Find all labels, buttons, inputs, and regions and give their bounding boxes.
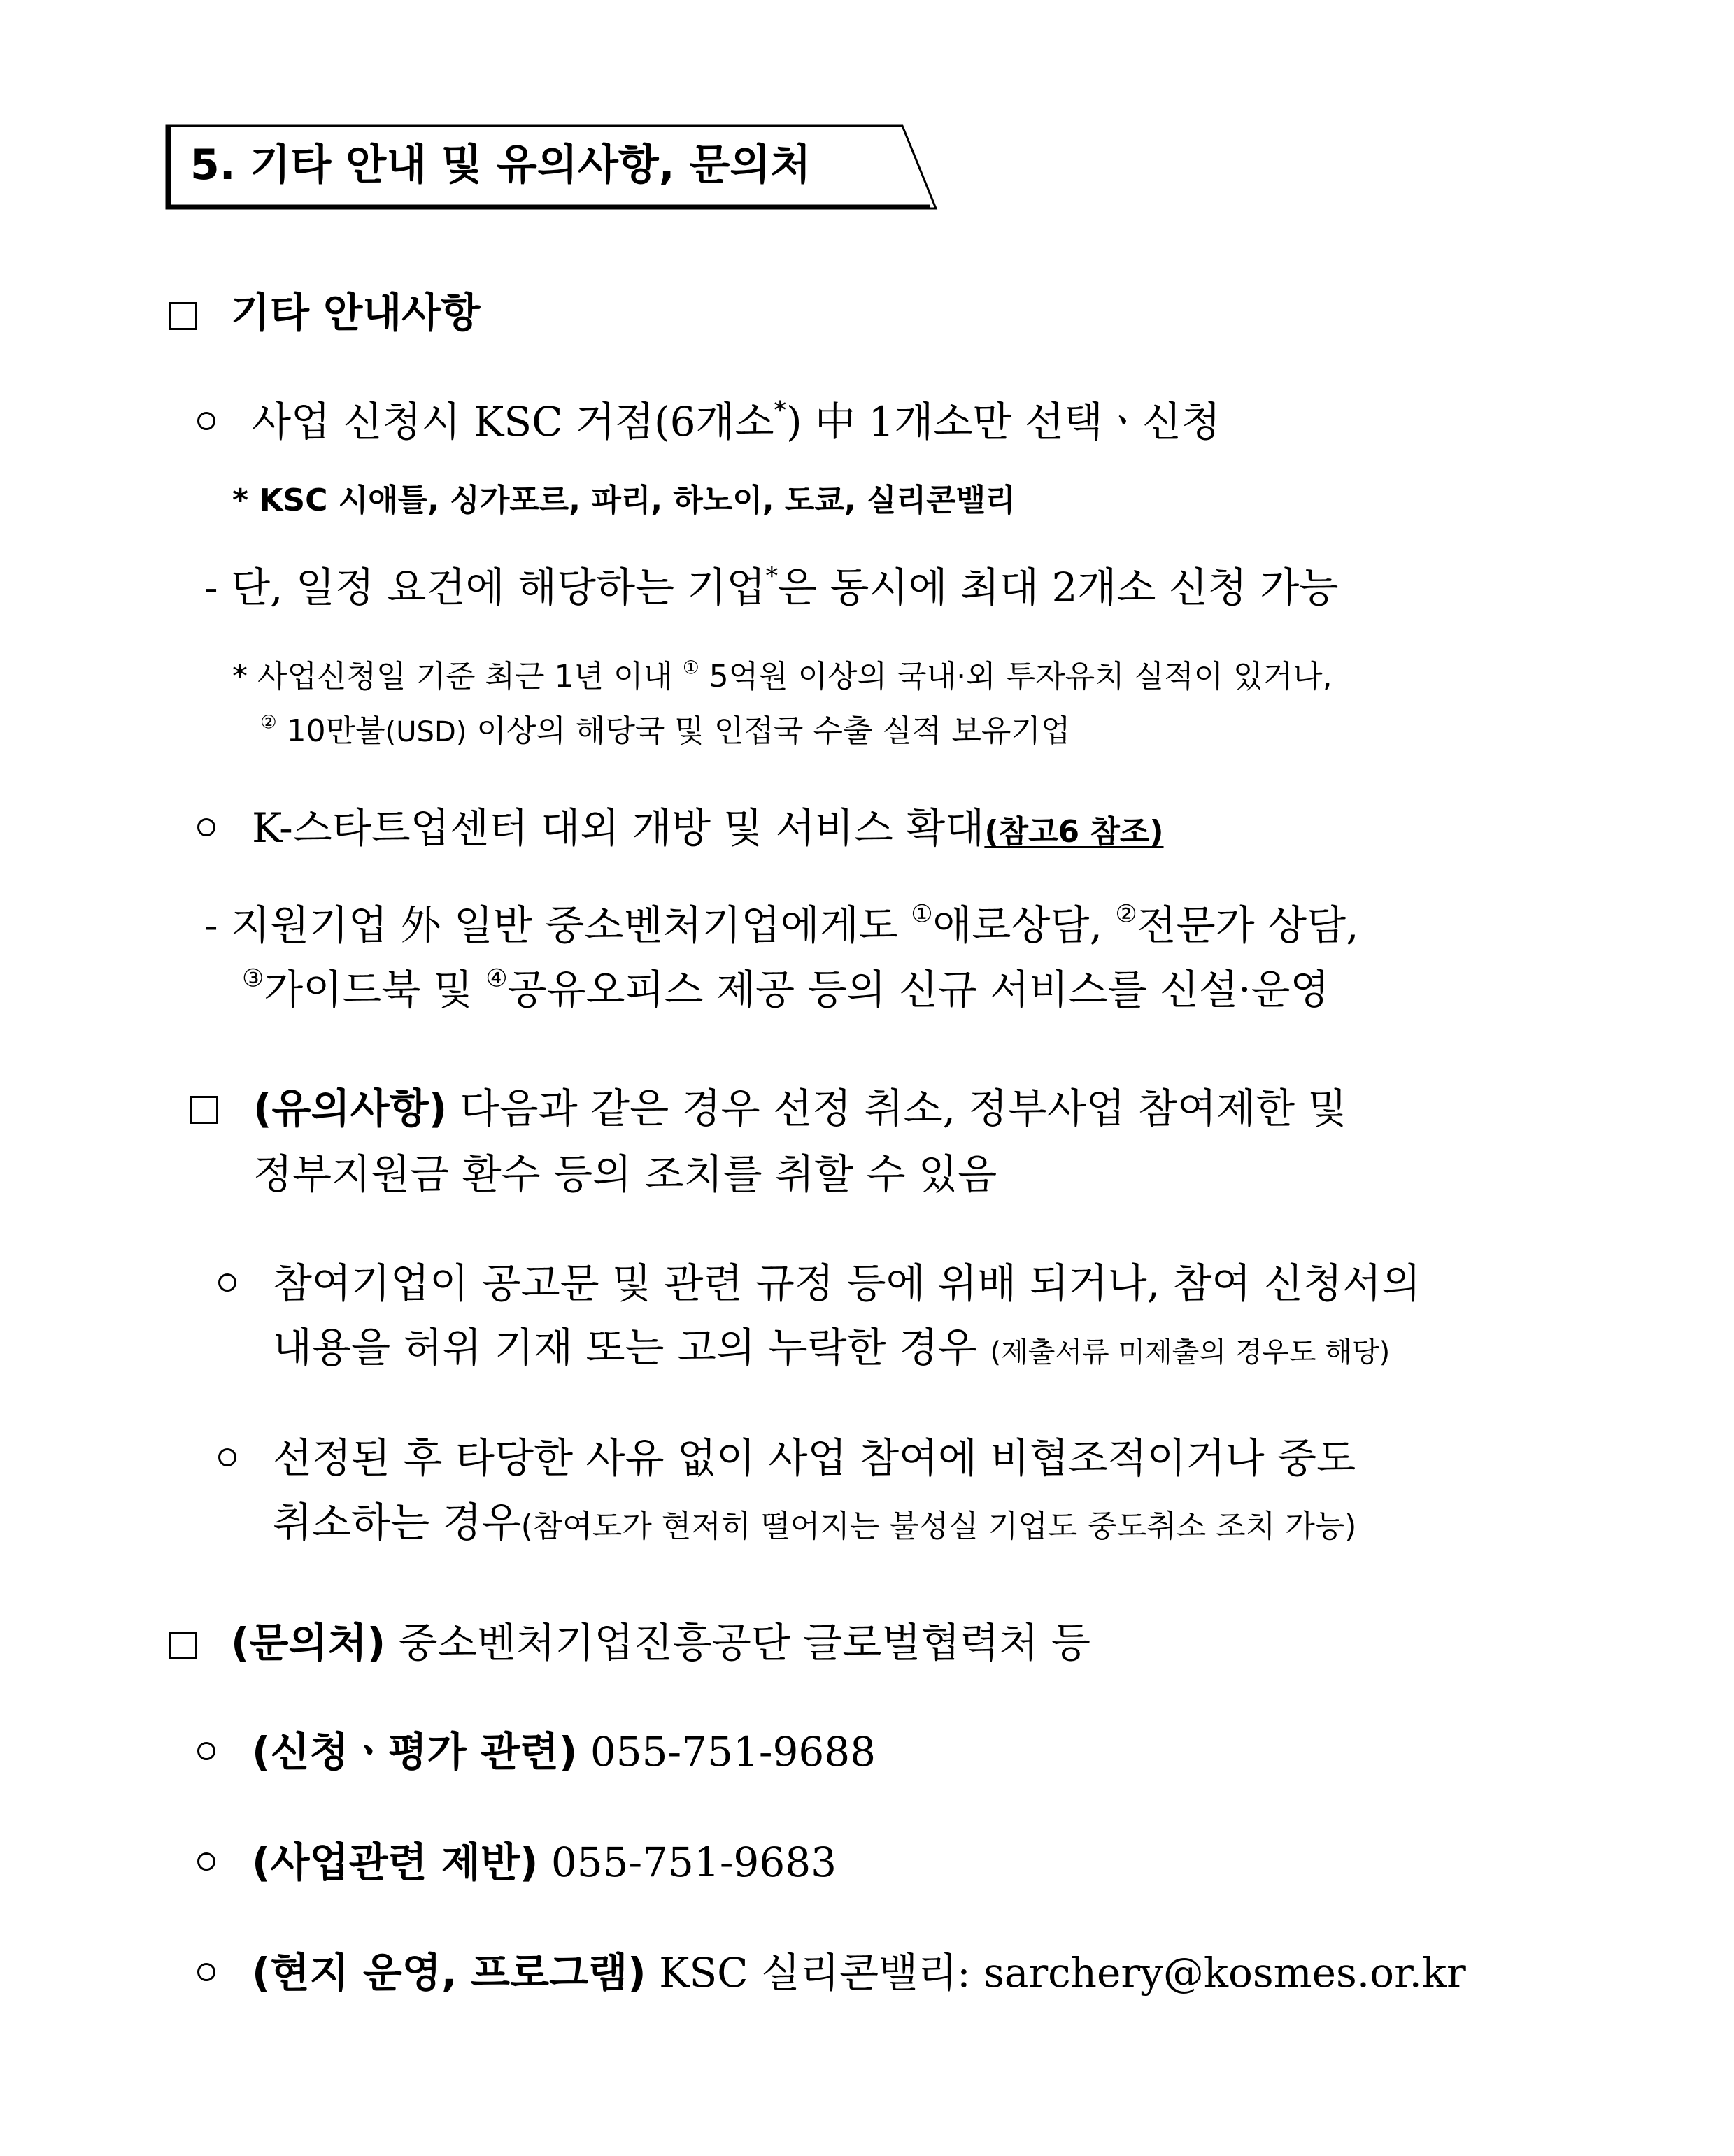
- contact-item: (사업관련 제반) 055-751-9683: [252, 1839, 837, 1886]
- checkbox-square-icon: [190, 1096, 218, 1124]
- checkbox-square-icon: [169, 302, 197, 330]
- item1-note: * KSC 시애틀, 싱가포르, 파리, 하노이, 도쿄, 실리콘밸리: [232, 483, 1016, 518]
- item1-dash-line: - 단, 일정 요건에 해당하는 기업*은 동시에 최대 2개소 신청 가능: [204, 562, 1339, 611]
- contact-item: (현지 운영, 프로그램) KSC 실리콘밸리: sarchery@kosmes.or.kr: [252, 1949, 1466, 1997]
- caution-line2: 정부지원금 환수 등의 조치를 취할 수 있음: [253, 1150, 997, 1198]
- bullet-circle-icon: [197, 818, 215, 836]
- bullet-circle-icon: [197, 1852, 215, 1871]
- caution-line1: (유의사항) 다음과 같은 경우 선정 취소, 정부사업 참여제한 및: [253, 1085, 1347, 1132]
- caution-item2-line1: 선정된 후 타당한 사유 없이 사업 참여에 비협조적이거나 중도: [273, 1434, 1356, 1482]
- item2-dash-line2: ③가이드북 및 ④공유오피스 제공 등의 신규 서비스를 신설·운영: [242, 964, 1330, 1013]
- bullet-circle-icon: [218, 1448, 236, 1466]
- caution-item2-line2: 취소하는 경우(참여도가 현저히 떨어지는 불성실 기업도 중도취소 조치 가능): [273, 1499, 1357, 1546]
- item1-footnote-line1: * 사업신청일 기준 최근 1년 이내 ① 5억원 이상의 국내·외 투자유치 실적이 있거나,: [232, 657, 1333, 694]
- bullet-circle-icon: [197, 1963, 215, 1981]
- item1-footnote-line2: ② 10만불(USD) 이상의 해당국 및 인접국 수출 실적 보유기업: [260, 711, 1071, 749]
- caution-item1-line1: 참여기업이 공고문 및 관련 규정 등에 위배 되거나, 참여 신청서의: [273, 1259, 1421, 1307]
- section-title: 5. 기타 안내 및 유의사항, 문의처: [190, 141, 811, 190]
- contact-item: (신청ㆍ평가 관련) 055-751-9688: [252, 1728, 876, 1776]
- checkbox-square-icon: [169, 1632, 197, 1659]
- item2-dash-line1: - 지원기업 外 일반 중소벤처기업에게도 ①애로상담, ②전문가 상담,: [204, 900, 1359, 949]
- bullet-circle-icon: [218, 1273, 236, 1292]
- item2-line: K-스타트업센터 대외 개방 및 서비스 확대(참고6 참조): [252, 804, 1164, 852]
- bullet-circle-icon: [197, 412, 215, 430]
- caution-item1-line2: 내용을 허위 기재 또는 고의 누락한 경우 (제출서류 미제출의 경우도 해당): [273, 1324, 1391, 1371]
- bullet-circle-icon: [197, 1742, 215, 1760]
- item1-line: 사업 신청시 KSC 거점(6개소*) 中 1개소만 선택ㆍ신청: [252, 397, 1221, 445]
- contact-line: (문의처) 중소벤처기업진흥공단 글로벌협력처 등: [231, 1619, 1090, 1666]
- other-info-heading: 기타 안내사항: [231, 289, 481, 336]
- contact-email: KSC 실리콘밸리: sarchery@kosmes.or.kr: [659, 1949, 1466, 1997]
